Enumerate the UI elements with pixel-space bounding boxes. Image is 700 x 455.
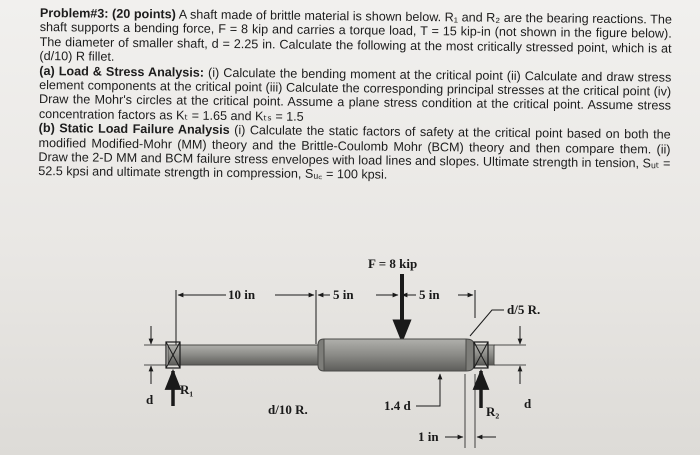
label-fillet-right: d/5 R. <box>507 302 541 317</box>
shaft-small-section <box>168 345 318 365</box>
dim-5in-b-label: 5 in <box>419 287 440 302</box>
problem-statement <box>38 6 672 185</box>
shaft-diagram <box>140 238 570 455</box>
problem-title: Problem#3: <box>39 6 109 21</box>
problem-points: (20 points) <box>112 6 176 22</box>
large-d-leader <box>416 374 440 406</box>
part-b-label: (b) Static Load Failure Analysis <box>38 121 230 138</box>
label-large-d: 1.4 d <box>384 398 411 413</box>
label-r2: R₂ <box>486 404 500 419</box>
shaft-large-section <box>324 339 466 371</box>
force-label: F = 8 kip <box>368 256 418 271</box>
part-b-text: (i) Calculate the static factors of safety at the critical point based on both the modified Modified-Mohr (MM) theory and the Brittle-Coulomb Mohr (BCM) theory and then compare them. (ii) Draw the 2-D MM and BCM failure stress envelopes with load lines and slopes. Ultimate strength in tension, Sᵤₜ = 52.5 kpsi and ultimate strength in compression, Sᵤ꜀ = 100 kpsi. <box>38 123 671 183</box>
part-a-label: (a) Load & Stress Analysis: <box>39 63 205 80</box>
dim-5in-a-label: 5 in <box>333 287 354 302</box>
label-d-right: d <box>524 396 532 411</box>
part-a-text: (i) Calculate the bending moment at the critical point (ii) Calculate and draw stress element components at the critical point (iii) Calculate the corresponding principal stresses at the critical point (iv) Draw the Mohr's circles at the critical point. Assume a plane stress condition at the critical point. Assume stress concentration factors as Kₜ = 1.65 and Kₜₛ = 1.5 <box>38 65 672 124</box>
shaft-figure <box>140 238 570 455</box>
part-b <box>38 121 671 185</box>
shaft-fillet-right <box>466 339 474 371</box>
label-1in: 1 in <box>418 429 439 444</box>
label-fillet-left: d/10 R. <box>268 402 308 417</box>
shaft-fillet-left <box>318 339 324 371</box>
problem-intro <box>39 6 672 70</box>
problem-intro-text: A shaft made of brittle material is shown below. R₁ and R₂ are the bearing reactions. The shaft supports a bending force, F = 8 kip and carries a torque load, T = 15 kip-in (not shown in the figure below). The diameter of smaller shaft, d = 2.25 in. Calculate the following at the most critically stressed point, which is at (d/10) R fillet. <box>39 7 672 64</box>
label-r1: R₁ <box>180 382 194 397</box>
label-d-left: d <box>146 392 154 407</box>
dim-10in-label: 10 in <box>228 287 256 302</box>
part-a <box>39 64 672 128</box>
